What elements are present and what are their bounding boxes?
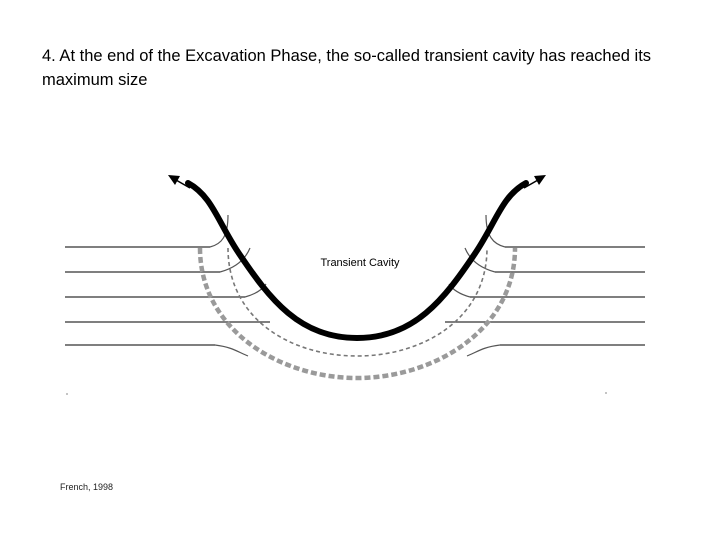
strata-deformation-curves	[210, 215, 505, 356]
transient-cavity-label: Transient Cavity	[320, 257, 400, 269]
source-citation: French, 1998	[60, 482, 114, 492]
slide-title: 4. At the end of the Excavation Phase, the so-called transient cavity has reached its maximum size	[42, 47, 652, 89]
frame-speck	[66, 393, 68, 395]
left-deformation-curve	[215, 345, 248, 356]
frame-speck	[605, 392, 607, 394]
right-deformation-curve	[467, 345, 500, 356]
